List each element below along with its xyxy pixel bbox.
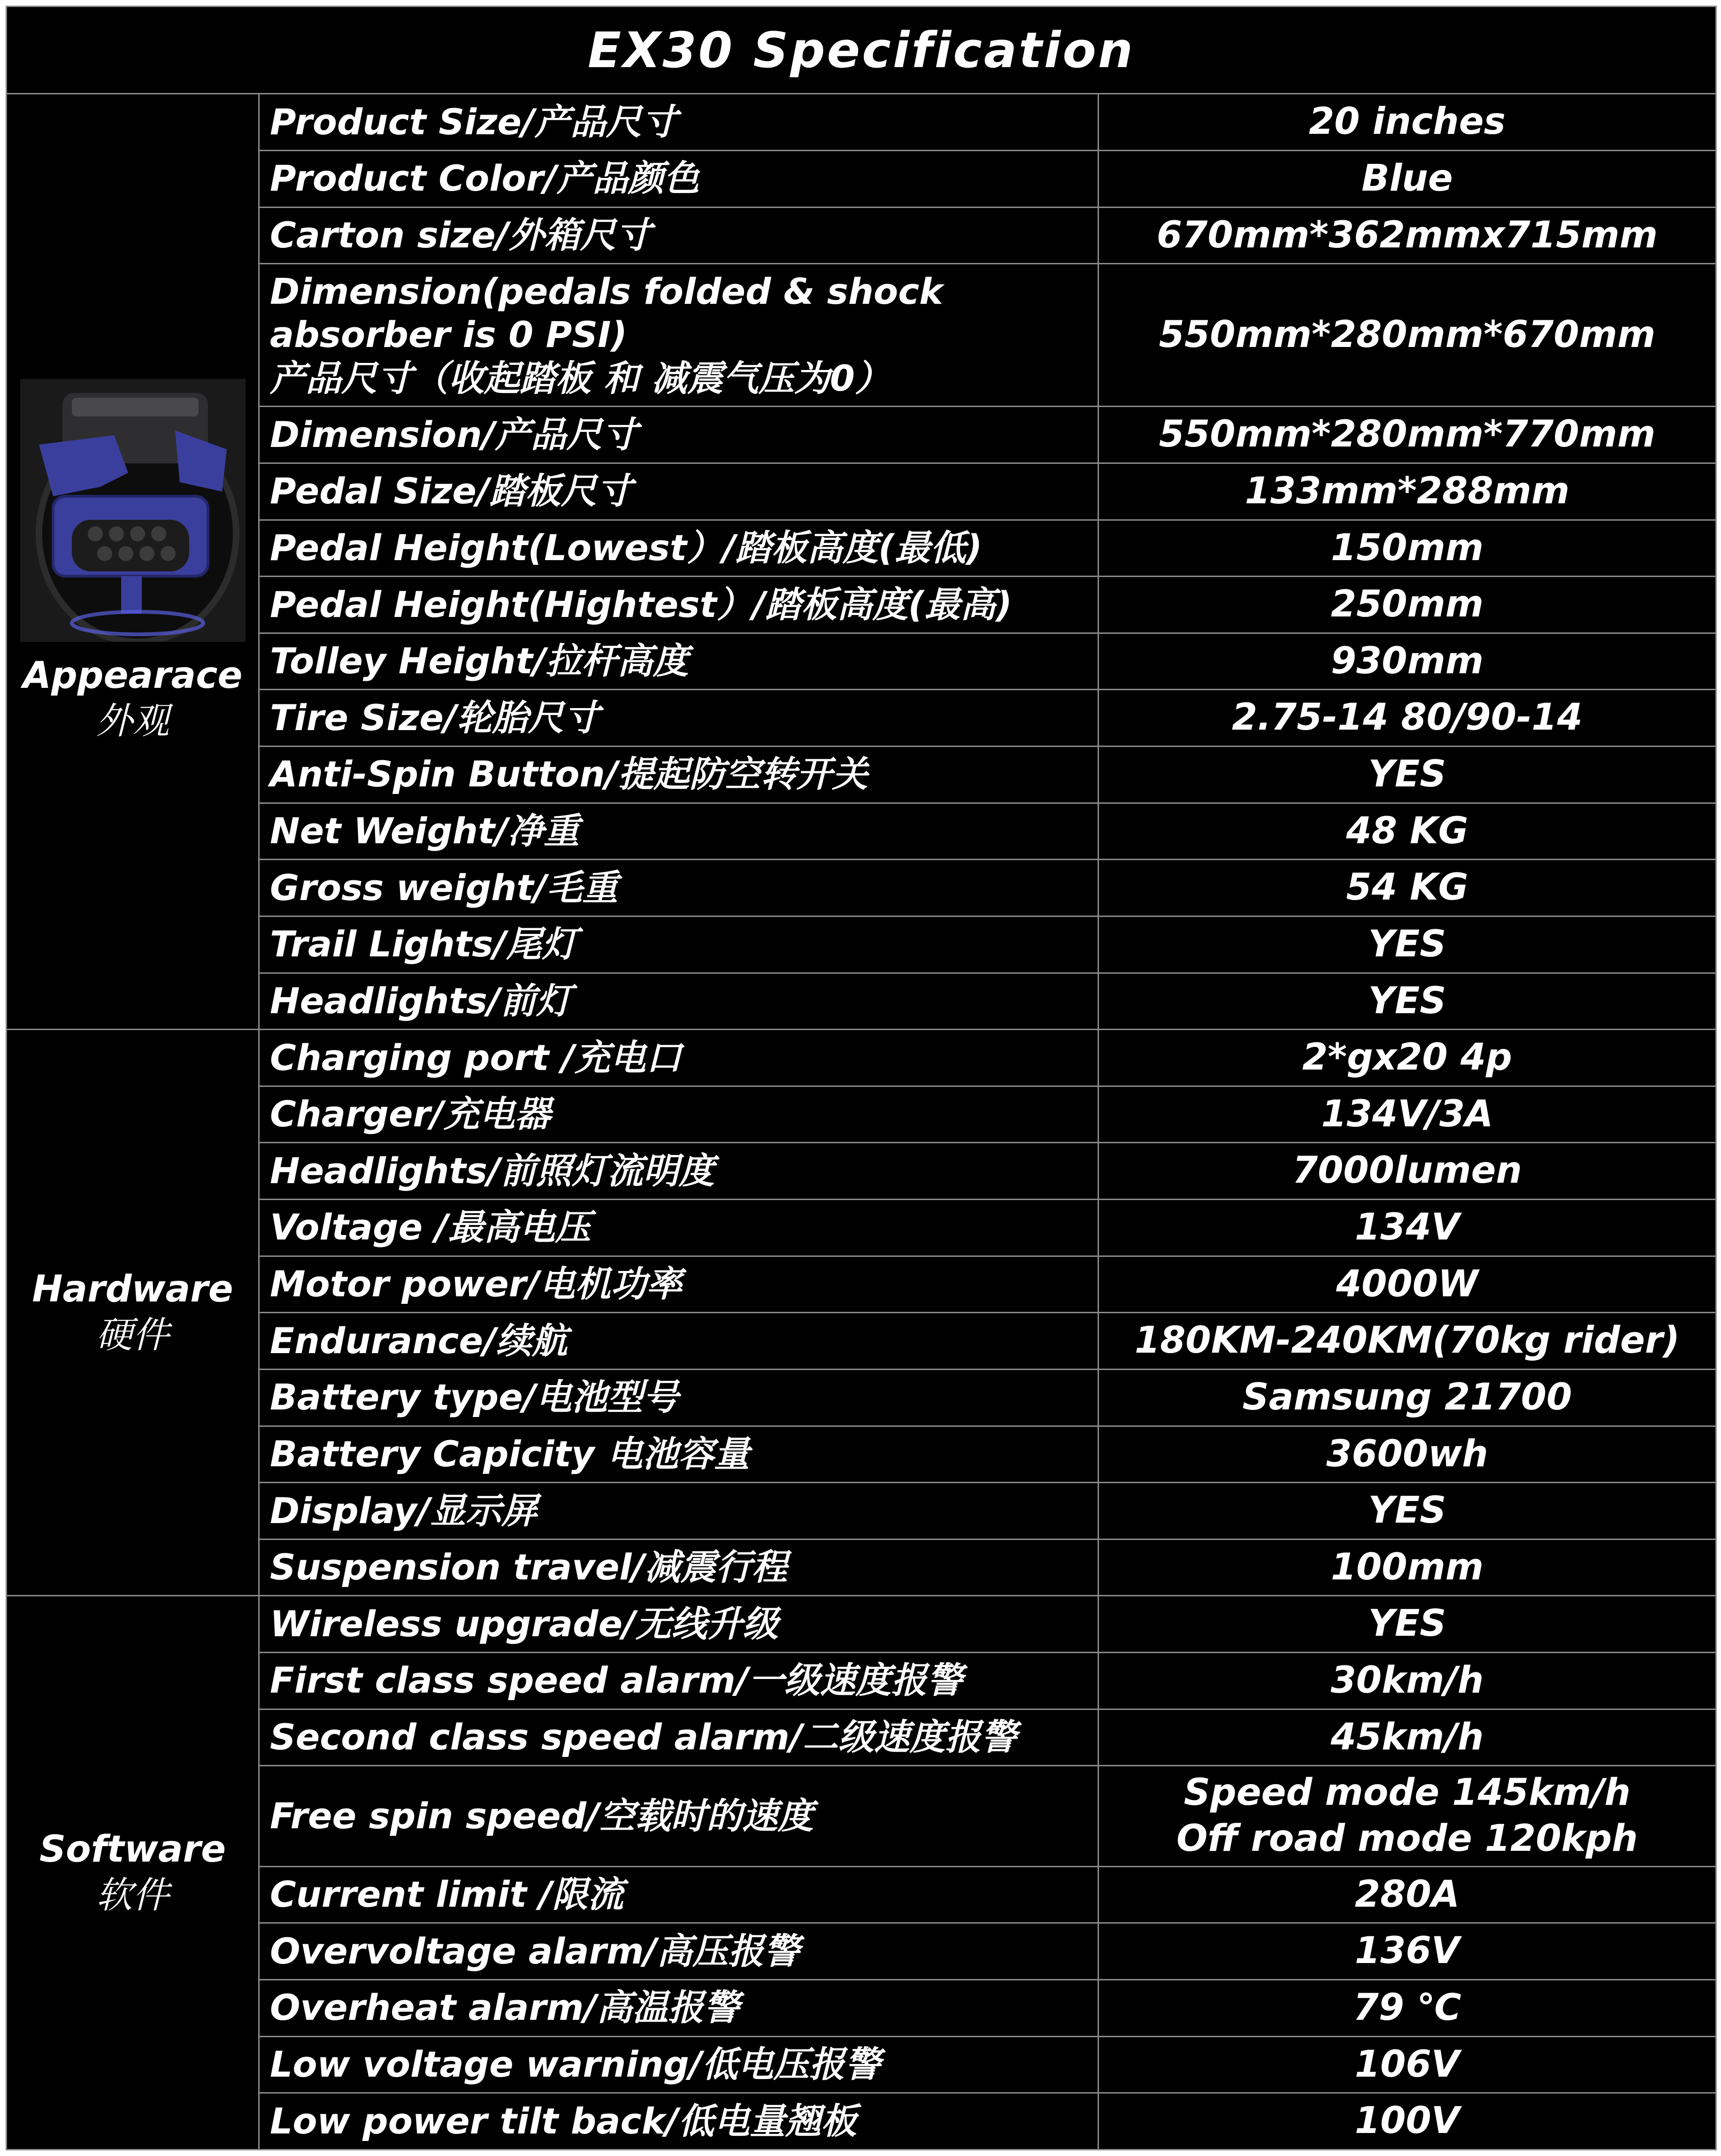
- category-appearace: [7, 94, 259, 1030]
- table-row: [7, 150, 1716, 207]
- category-name-zh: 硬件: [96, 1314, 169, 1356]
- spec-value: YES: [1099, 916, 1716, 973]
- table-row: [7, 1086, 1716, 1143]
- spec-label: Battery Capicity 电池容量: [259, 1426, 1099, 1483]
- spec-table: [6, 6, 1717, 2150]
- spec-value: YES: [1099, 973, 1716, 1030]
- spec-value: 48 KG: [1099, 803, 1716, 860]
- spec-label: Charger/充电器: [259, 1086, 1099, 1143]
- spec-label: Pedal Height(Hightest）/踏板高度(最高): [259, 577, 1099, 633]
- spec-value: 30km/h: [1099, 1653, 1716, 1709]
- spec-value: 280A: [1099, 1866, 1716, 1923]
- table-row: [7, 94, 1716, 151]
- spec-value: 20 inches: [1099, 94, 1716, 151]
- spec-value: YES: [1099, 747, 1716, 803]
- spec-value: 100mm: [1099, 1539, 1716, 1596]
- spec-value: 180KM-240KM(70kg rider): [1099, 1313, 1716, 1370]
- spec-value: 930mm: [1099, 633, 1716, 690]
- spec-value: 2*gx20 4p: [1099, 1030, 1716, 1086]
- electric-unicycle-photo-icon: [20, 379, 246, 642]
- title-row: [7, 7, 1716, 94]
- spec-sheet: [6, 6, 1715, 2150]
- category-name-en: Appearace: [23, 654, 243, 697]
- spec-value: 133mm*288mm: [1099, 463, 1716, 520]
- spec-label: Display/显示屏: [259, 1483, 1099, 1540]
- table-row: [7, 2036, 1716, 2093]
- category-hardware: [7, 1030, 259, 1596]
- table-row: [7, 1313, 1716, 1370]
- table-row: [7, 633, 1716, 690]
- table-row: [7, 520, 1716, 577]
- spec-label: Carton size/外箱尺寸: [259, 207, 1099, 264]
- spec-label: Free spin speed/空载时的速度: [259, 1766, 1099, 1866]
- spec-label: Pedal Height(Lowest）/踏板高度(最低): [259, 520, 1099, 577]
- spec-label: Second class speed alarm/二级速度报警: [259, 1709, 1099, 1766]
- spec-label: Motor power/电机功率: [259, 1256, 1099, 1313]
- table-row: [7, 577, 1716, 633]
- spec-value: 7000lumen: [1099, 1143, 1716, 1200]
- category-name-zh: 外观: [96, 700, 169, 743]
- spec-label: Low power tilt back/低电量翘板: [259, 2093, 1099, 2150]
- table-row: [7, 1923, 1716, 1980]
- table-row: [7, 1369, 1716, 1426]
- table-row: [7, 1256, 1716, 1313]
- spec-label: Overheat alarm/高温报警: [259, 1979, 1099, 2036]
- table-row: [7, 1200, 1716, 1256]
- spec-value: 550mm*280mm*670mm: [1099, 264, 1716, 407]
- spec-label: Overvoltage alarm/高压报警: [259, 1923, 1099, 1980]
- spec-value: YES: [1099, 1596, 1716, 1653]
- category-name-en: Hardware: [32, 1268, 233, 1311]
- table-row: [7, 2093, 1716, 2150]
- spec-value: 4000W: [1099, 1256, 1716, 1313]
- spec-label: Suspension travel/减震行程: [259, 1539, 1099, 1596]
- spec-value: Blue: [1099, 150, 1716, 207]
- table-row: [7, 860, 1716, 916]
- category-name-en: Software: [39, 1828, 226, 1871]
- spec-value: Samsung 21700: [1099, 1369, 1716, 1426]
- spec-label: Wireless upgrade/无线升级: [259, 1596, 1099, 1653]
- table-row: [7, 747, 1716, 803]
- table-row: [7, 1766, 1716, 1866]
- spec-value: 106V: [1099, 2036, 1716, 2093]
- table-row: [7, 1483, 1716, 1540]
- spec-label: Trail Lights/尾灯: [259, 916, 1099, 973]
- spec-value: 250mm: [1099, 577, 1716, 633]
- spec-label: Dimension(pedals folded & shock absorber is 0 PSI) 产品尺寸（收起踏板 和 减震气压为0）: [259, 264, 1099, 407]
- table-row: [7, 803, 1716, 860]
- spec-label: Tolley Height/拉杆高度: [259, 633, 1099, 690]
- spec-value: 100V: [1099, 2093, 1716, 2150]
- spec-value: 54 KG: [1099, 860, 1716, 916]
- table-row: [7, 1426, 1716, 1483]
- table-row: [7, 463, 1716, 520]
- spec-value: 550mm*280mm*770mm: [1099, 407, 1716, 463]
- table-row: [7, 1030, 1716, 1086]
- spec-label: Pedal Size/踏板尺寸: [259, 463, 1099, 520]
- table-row: [7, 916, 1716, 973]
- table-row: [7, 1866, 1716, 1923]
- spec-value: YES: [1099, 1483, 1716, 1540]
- spec-label: Headlights/前灯: [259, 973, 1099, 1030]
- spec-label: Product Size/产品尺寸: [259, 94, 1099, 151]
- spec-label: Tire Size/轮胎尺寸: [259, 690, 1099, 747]
- table-row: [7, 1979, 1716, 2036]
- spec-value: 45km/h: [1099, 1709, 1716, 1766]
- spec-value: 2.75-14 80/90-14: [1099, 690, 1716, 747]
- category-name-zh: 软件: [96, 1874, 169, 1917]
- spec-label: Current limit /限流: [259, 1866, 1099, 1923]
- page-title: EX30 Specification: [7, 7, 1716, 94]
- table-row: [7, 973, 1716, 1030]
- spec-value: 150mm: [1099, 520, 1716, 577]
- category-software: [7, 1596, 259, 2150]
- spec-label: Dimension/产品尺寸: [259, 407, 1099, 463]
- table-row: [7, 264, 1716, 407]
- table-row: [7, 1653, 1716, 1709]
- table-row: [7, 1709, 1716, 1766]
- spec-value: 3600wh: [1099, 1426, 1716, 1483]
- spec-label: Low voltage warning/低电压报警: [259, 2036, 1099, 2093]
- spec-value: 134V/3A: [1099, 1086, 1716, 1143]
- spec-label: Voltage /最高电压: [259, 1200, 1099, 1256]
- table-row: [7, 207, 1716, 264]
- spec-value: 136V: [1099, 1923, 1716, 1980]
- spec-label: First class speed alarm/一级速度报警: [259, 1653, 1099, 1709]
- spec-value: 79 ℃: [1099, 1979, 1716, 2036]
- spec-label: Charging port /充电口: [259, 1030, 1099, 1086]
- spec-label: Endurance/续航: [259, 1313, 1099, 1370]
- spec-label: Net Weight/净重: [259, 803, 1099, 860]
- spec-value: 670mm*362mmx715mm: [1099, 207, 1716, 264]
- table-row: [7, 690, 1716, 747]
- spec-label: Product Color/产品颜色: [259, 150, 1099, 207]
- table-row: [7, 1143, 1716, 1200]
- spec-label: Gross weight/毛重: [259, 860, 1099, 916]
- spec-value: 134V: [1099, 1200, 1716, 1256]
- spec-value: Speed mode 145km/h Off road mode 120kph: [1099, 1766, 1716, 1866]
- spec-label: Battery type/电池型号: [259, 1369, 1099, 1426]
- table-row: [7, 1539, 1716, 1596]
- table-row: [7, 407, 1716, 463]
- spec-label: Anti-Spin Button/提起防空转开关: [259, 747, 1099, 803]
- table-row: [7, 1596, 1716, 1653]
- spec-label: Headlights/前照灯流明度: [259, 1143, 1099, 1200]
